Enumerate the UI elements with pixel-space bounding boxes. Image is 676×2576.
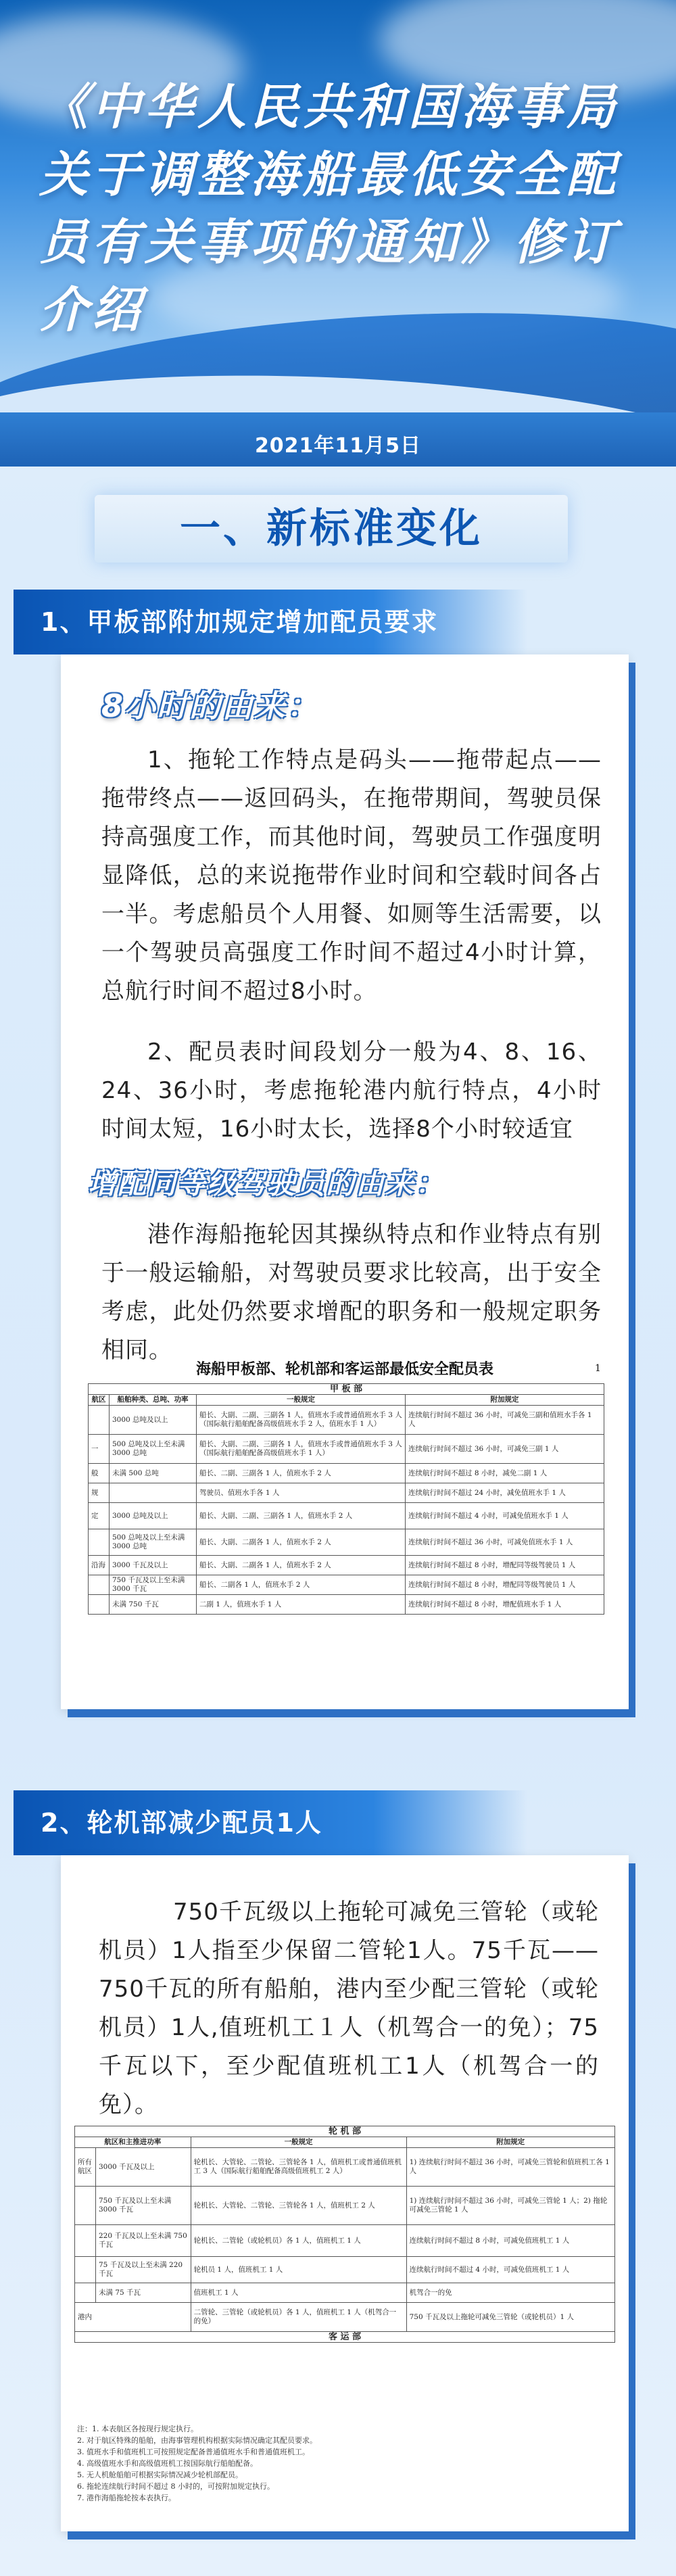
note-line: 3. 值班水手和值班机工可按照规定配备普通值班水手和普通值班机工。 bbox=[77, 2448, 310, 2456]
table-header: 一般规定 bbox=[197, 1395, 406, 1406]
table-row: 750 千瓦及以上至未满 3000 千瓦 船长、二副各 1 人，值班水手 2 人 连续航行时间不超过 8 小时，增配同等级驾驶员 1 人 bbox=[89, 1575, 604, 1595]
table-row: 沿海 3000 千瓦及以上 船长、大副、二副各 1 人，值班水手 2 人 连续航行时间不超过 8 小时，增配同等级驾驶员 1 人 bbox=[89, 1556, 604, 1575]
note-line: 6. 拖轮连续航行时间不超过 8 小时的，可按附加规定执行。 bbox=[77, 2482, 274, 2491]
table-row: 3000 总吨及以上 船长、大副、二副、三副各 1 人，值班水手或普通值班水手 3 人（国际航行船舶配备高级值班水手 2 人，值班水手 1 人） 连续航行时间不超过 36 小时，可减免三副和值班水手各 1 人 bbox=[89, 1406, 604, 1435]
table-row: 500 总吨及以上至未满 3000 总吨 船长、大副、二副各 1 人，值班水手 2 人 连续航行时间不超过 36 小时，可减免值班水手 1 人 bbox=[89, 1529, 604, 1556]
table-section-title: 甲 板 部 bbox=[89, 1384, 604, 1395]
table-page-mark: 1 bbox=[595, 1363, 601, 1374]
header-banner bbox=[0, 0, 676, 467]
table-notes bbox=[77, 2423, 611, 2504]
item1-subheading-8-hours: 8小时的由来： bbox=[101, 688, 320, 724]
table-row: 一 500 总吨及以上至未满 3000 总吨 船长、大副、二副、三副各 1 人，值班水手或普通值班水手 3 人（国际航行船舶配备高级值班水手 1 人） 连续航行时间不超过 36 小时，可减免三副 1 人 bbox=[89, 1435, 604, 1464]
table-row: 港内 二管轮、三管轮（或轮机员）各 1 人，值班机工 1 人（机驾合一的免） 750 千瓦及以上拖轮可减免三管轮（或轮机员）1 人 bbox=[75, 2303, 615, 2332]
table-header: 航区和主推进功率 bbox=[75, 2137, 191, 2148]
table-header: 附加规定 bbox=[406, 2137, 614, 2148]
publish-date: 2021年11月5日 bbox=[254, 434, 422, 458]
table-row: 规 驾驶员、值班水手各 1 人 连续航行时间不超过 24 小时，减免值班水手 1 人 bbox=[89, 1483, 604, 1503]
engine-department-table bbox=[74, 2126, 615, 2343]
item1-paragraph-1: 1、拖轮工作特点是码头——拖带起点——拖带终点——返回码头，在拖带期间，驾驶员保持高强度工作，而其他时间，驾驶员工作强度明显降低，总的来说拖带作业时间和空载时间各占一半。考虑船员个人用餐、如厕等生活需要，以一个驾驶员高强度工作时间不超过4小时计算，总航行时间不超过8小时。 bbox=[101, 746, 602, 1005]
table-header: 一般规定 bbox=[191, 2137, 406, 2148]
table-row: 所有航区 3000 千瓦及以上 轮机长、大管轮、二管轮、三管轮各 1 人，值班机工或普通值班机工 3 人（国际航行船舶配备高级值班机工 2 人） 1) 连续航行时间不超过 36 小时，可减免三管轮和值班机工各 1 人 bbox=[75, 2148, 615, 2187]
table-row: 未满 750 千瓦 二副 1 人，值班水手 1 人 连续航行时间不超过 8 小时，增配值班水手 1 人 bbox=[89, 1595, 604, 1615]
item1-subheading-extra-officer: 增配同等级驾驶员的由来： bbox=[88, 1167, 445, 1200]
note-line: 4. 高级值班水手和高级值班机工按国际航行船舶配备。 bbox=[77, 2459, 258, 2468]
section-title: 一、新标准变化 bbox=[95, 495, 568, 563]
item1-paragraph-3: 港作海船拖轮因其操纵特点和作业特点有别于一般运输船，对驾驶员要求比较高，出于安全考虑，此处仍然要求增配的职务和一般规定职务相同。 bbox=[101, 1221, 602, 1364]
table-section-title: 客 运 部 bbox=[75, 2332, 615, 2343]
item1-bar: 1、甲板部附加规定增加配员要求 bbox=[14, 590, 527, 654]
note-line: 7. 港作海船拖轮按本表执行。 bbox=[77, 2494, 176, 2502]
note-line: 2. 对于航区特殊的船舶，由海事管理机构根据实际情况确定其配员要求。 bbox=[77, 2436, 317, 2445]
item2-paragraph-1: 750千瓦级以上拖轮可减免三管轮（或轮机员）1人指至少保留二管轮1人。75千瓦——750千瓦的所有船舶，港内至少配三管轮（或轮机员）1人,值班机工１人（机驾合一的免）；75千瓦以下，至少配值班机工1人（机驾合一的免）。 bbox=[99, 1899, 599, 2118]
table-row: 220 千瓦及以上至未满 750 千瓦 轮机长、二管轮（或轮机员）各 1 人，值班机工 1 人 连续航行时间不超过 8 小时，可减免值班机工 1 人 bbox=[75, 2225, 615, 2257]
item1-paragraph-2: 2、配员表时间段划分一般为4、8、16、24、36小时，考虑拖轮港内航行特点，4小时时间太短，16小时太长，选择8个小时较适宜 bbox=[101, 1039, 602, 1143]
note-line: 注：1. 本表航区各按现行规定执行。 bbox=[77, 2425, 198, 2433]
table-row: 750 千瓦及以上至未满 3000 千瓦 轮机长、大管轮、二管轮、三管轮各 1 人，值班机工 2 人 1) 连续航行时间不超过 36 小时，可减免三管轮 1 人；2) 拖轮可减免三管轮 1 人 bbox=[75, 2187, 615, 2225]
item2-card bbox=[61, 1855, 629, 2531]
table-row: 75 千瓦及以上至未满 220 千瓦 轮机员 1 人，值班机工 1 人 连续航行时间不超过 4 小时，可减免值班机工 1 人 bbox=[75, 2257, 615, 2283]
table-row: 般 未满 500 总吨 船长、二副、三副各 1 人，值班水手 2 人 连续航行时间不超过 8 小时，减免二副 1 人 bbox=[89, 1464, 604, 1483]
table-row: 未满 75 千瓦 值班机工 1 人 机驾合一的免 bbox=[75, 2283, 615, 2303]
table-caption: 海船甲板部、轮机部和客运部最低安全配员表 bbox=[195, 1360, 493, 1378]
deck-department-table bbox=[88, 1383, 604, 1615]
table-row: 定 3000 总吨及以上 船长、大副、二副、三副各 1 人，值班水手 2 人 连续航行时间不超过 4 小时，可减免值班水手 1 人 bbox=[89, 1503, 604, 1529]
note-line: 5. 无人机舱船舶可根据实际情况减少轮机部配员。 bbox=[77, 2471, 243, 2479]
page-title: 《中华人民共和国海事局关于调整海船最低安全配员有关事项的通知》修订介绍 bbox=[39, 78, 620, 338]
item1-card bbox=[61, 654, 629, 1709]
table-header: 附加规定 bbox=[406, 1395, 604, 1406]
table-header: 船舶种类、总吨、功率 bbox=[110, 1395, 197, 1406]
item2-bar: 2、轮机部减少配员1人 bbox=[14, 1790, 527, 1855]
table-header: 航区 bbox=[89, 1395, 110, 1406]
table-section-title: 轮 机 部 bbox=[75, 2126, 615, 2137]
